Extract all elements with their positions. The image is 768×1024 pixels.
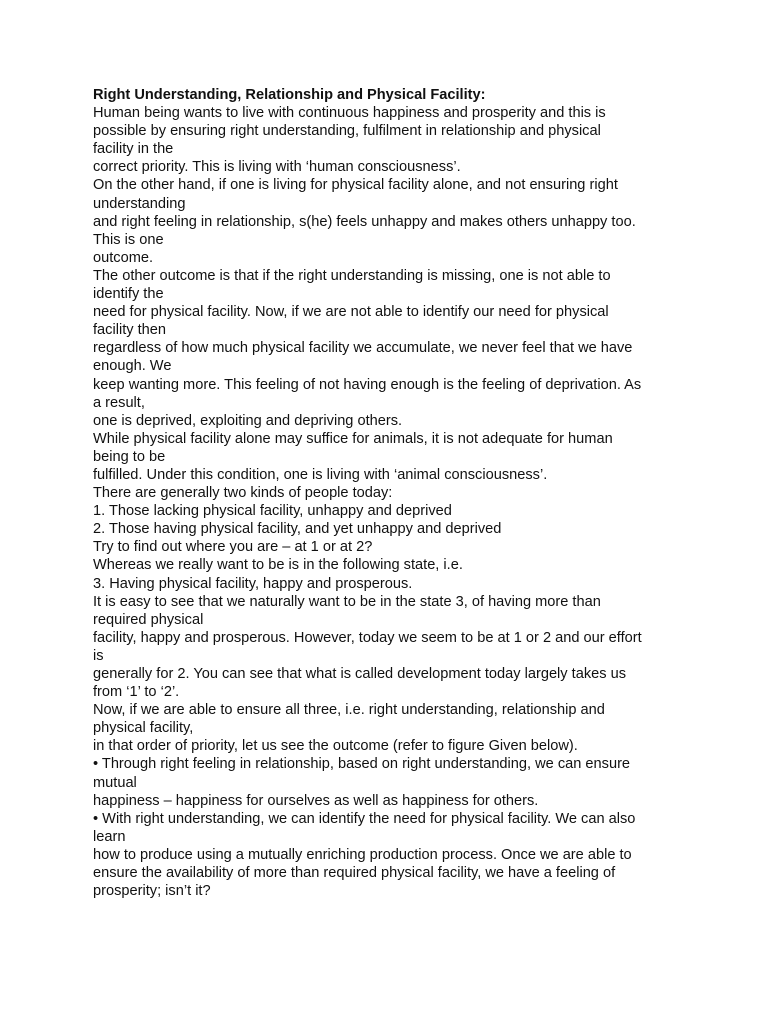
text-line: Try to find out where you are – at 1 or at 2? bbox=[93, 539, 373, 556]
text-line: enough. We bbox=[93, 358, 172, 375]
text-line: correct priority. This is living with ‘human consciousness’. bbox=[93, 159, 461, 176]
text-line: learn bbox=[93, 828, 126, 845]
text-line: physical facility, bbox=[93, 720, 194, 737]
text-line: ensure the availability of more than required physical facility, we have a feeling of bbox=[93, 865, 616, 882]
text-line: outcome. bbox=[93, 249, 154, 266]
text-line: prosperity; isn’t it? bbox=[93, 883, 211, 900]
text-line: regardless of how much physical facility we accumulate, we never feel that we have bbox=[93, 340, 633, 357]
text-line: keep wanting more. This feeling of not having enough is the feeling of deprivation. As bbox=[93, 376, 642, 393]
text-line: in that order of priority, let us see the outcome (refer to figure Given below). bbox=[93, 738, 578, 755]
bullet-item: • Through right feeling in relationship, based on right understanding, we can ensure bbox=[93, 756, 631, 773]
text-line: being to be bbox=[93, 448, 166, 465]
list-item-3: 3. Having physical facility, happy and prosperous. bbox=[93, 575, 413, 592]
text-line: While physical facility alone may suffice for animals, it is not adequate for human bbox=[93, 430, 613, 447]
document-title: Right Understanding, Relationship and Physical Facility: bbox=[93, 87, 486, 103]
text-line: is bbox=[93, 647, 104, 664]
text-line: The other outcome is that if the right understanding is missing, one is not able to bbox=[93, 267, 611, 284]
bullet-item: • With right understanding, we can identify the need for physical facility. We can also bbox=[93, 810, 636, 827]
text-line: It is easy to see that we naturally want to be in the state 3, of having more than bbox=[93, 593, 601, 610]
text-line: one is deprived, exploiting and depriving others. bbox=[93, 412, 403, 429]
text-line: identify the bbox=[93, 286, 164, 303]
document-page bbox=[93, 86, 683, 900]
text-line: happiness – happiness for ourselves as well as happiness for others. bbox=[93, 792, 539, 809]
text-line: facility then bbox=[93, 322, 167, 339]
text-line: and right feeling in relationship, s(he) feels unhappy and makes others unhappy too. bbox=[93, 213, 636, 230]
text-line: from ‘1’ to ‘2’. bbox=[93, 684, 180, 701]
text-line: Now, if we are able to ensure all three, i.e. right understanding, relationship and bbox=[93, 702, 605, 719]
text-line: possible by ensuring right understanding, fulfilment in relationship and physical bbox=[93, 123, 601, 140]
text-line: required physical bbox=[93, 611, 204, 628]
text-line: mutual bbox=[93, 774, 137, 791]
text-line: need for physical facility. Now, if we are not able to identify our need for physical bbox=[93, 304, 609, 321]
document-body bbox=[93, 104, 683, 900]
text-line: understanding bbox=[93, 195, 186, 212]
text-line: Human being wants to live with continuous happiness and prosperity and this is bbox=[93, 105, 606, 122]
text-line: fulfilled. Under this condition, one is living with ‘animal consciousness’. bbox=[93, 466, 548, 483]
text-line: facility in the bbox=[93, 141, 174, 158]
text-line: a result, bbox=[93, 394, 145, 411]
text-line: On the other hand, if one is living for physical facility alone, and not ensuring right bbox=[93, 177, 618, 194]
text-line: This is one bbox=[93, 231, 164, 248]
list-item-2: 2. Those having physical facility, and yet unhappy and deprived bbox=[93, 521, 502, 538]
text-line: generally for 2. You can see that what is called development today largely takes us bbox=[93, 666, 626, 682]
list-item-1: 1. Those lacking physical facility, unhappy and deprived bbox=[93, 503, 452, 520]
text-line: Whereas we really want to be is in the following state, i.e. bbox=[93, 557, 463, 574]
text-line: There are generally two kinds of people today: bbox=[93, 485, 393, 502]
text-line: how to produce using a mutually enriching production process. Once we are able to bbox=[93, 846, 632, 863]
text-line: facility, happy and prosperous. However, today we seem to be at 1 or 2 and our effort bbox=[93, 629, 642, 646]
